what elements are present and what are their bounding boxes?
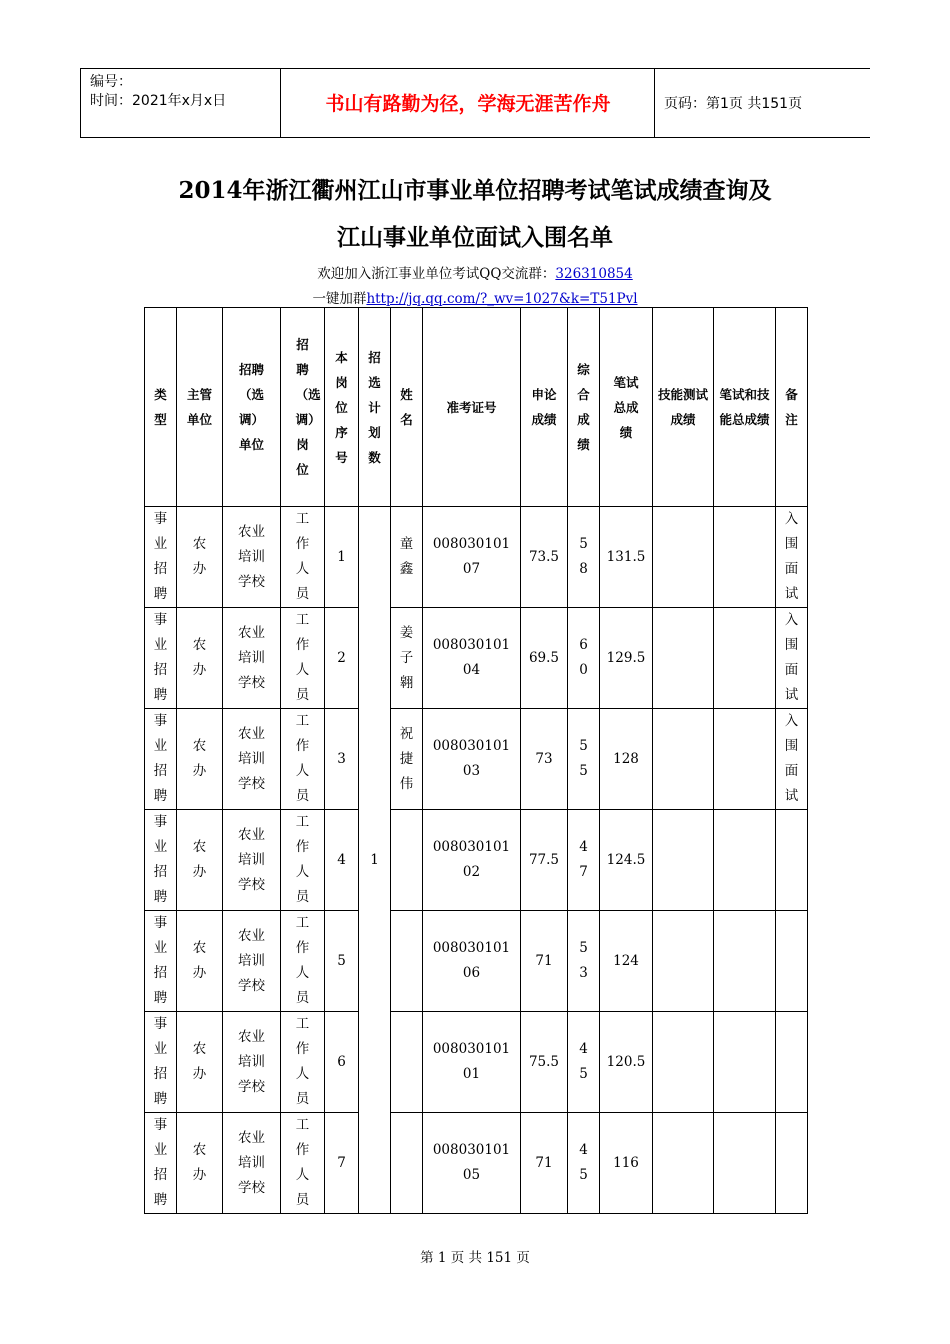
cell-essay: 73.5	[521, 507, 568, 608]
header-motto: 书山有路勤为径，学海无涯苦作舟	[325, 93, 611, 115]
header-divider	[80, 69, 81, 137]
cell-combined	[714, 1012, 776, 1113]
cell-unit: 农业培训学校	[223, 709, 281, 810]
cell-general: 53	[568, 911, 600, 1012]
cell-general: 58	[568, 507, 600, 608]
cell-skill	[653, 810, 714, 911]
cell-exam-id: 00803010106	[423, 911, 521, 1012]
cell-remark	[776, 911, 808, 1012]
cell-combined	[714, 1113, 776, 1214]
cell-name: 姜子翱	[391, 608, 423, 709]
cell-dept: 农办	[177, 810, 223, 911]
cell-unit: 农业培训学校	[223, 608, 281, 709]
header-dept: 主管单位	[177, 308, 223, 507]
cell-remark: 入围面试	[776, 608, 808, 709]
cell-written-total: 120.5	[600, 1012, 653, 1113]
cell-exam-id: 00803010104	[423, 608, 521, 709]
qq-group-number-link[interactable]: 326310854	[555, 266, 633, 282]
cell-name	[391, 1012, 423, 1113]
table-row	[145, 1012, 808, 1113]
cell-exam-id: 00803010103	[423, 709, 521, 810]
table-row	[145, 1113, 808, 1214]
cell-dept: 农办	[177, 608, 223, 709]
header-divider	[654, 69, 655, 137]
cell-essay: 69.5	[521, 608, 568, 709]
cell-plan-count: 1	[359, 507, 391, 1214]
header-unit: 招聘（选调）单位	[223, 308, 281, 507]
cell-unit: 农业培训学校	[223, 911, 281, 1012]
header-combined: 笔试和技能总成绩	[714, 308, 776, 507]
cell-general: 55	[568, 709, 600, 810]
cell-general: 45	[568, 1113, 600, 1214]
cell-seq: 6	[325, 1012, 359, 1113]
header-exam-id: 准考证号	[423, 308, 521, 507]
cell-written-total: 124	[600, 911, 653, 1012]
header-general: 综合成绩	[568, 308, 600, 507]
cell-general: 47	[568, 810, 600, 911]
join-group-link[interactable]: http://jq.qq.com/?_wv=1027&k=T51Pvl	[366, 291, 638, 307]
cell-written-total: 116	[600, 1113, 653, 1214]
cell-skill	[653, 911, 714, 1012]
cell-unit: 农业培训学校	[223, 1113, 281, 1214]
results-table	[144, 307, 808, 1214]
cell-unit: 农业培训学校	[223, 810, 281, 911]
table-row	[145, 911, 808, 1012]
cell-exam-id: 00803010105	[423, 1113, 521, 1214]
cell-name	[391, 911, 423, 1012]
cell-remark: 入围面试	[776, 507, 808, 608]
header-meta	[90, 73, 226, 111]
header-page-info: 页码：第1页 共151页	[664, 96, 803, 112]
header-type: 类型	[145, 308, 177, 507]
cell-skill	[653, 1012, 714, 1113]
cell-written-total: 129.5	[600, 608, 653, 709]
table-header-row	[145, 308, 808, 507]
cell-type: 事业招聘	[145, 1012, 177, 1113]
cell-post: 工作人员	[281, 507, 325, 608]
cell-unit: 农业培训学校	[223, 1012, 281, 1113]
cell-skill	[653, 1113, 714, 1214]
header-plan: 招选计划数	[359, 308, 391, 507]
join-group-note	[0, 287, 950, 307]
time-label: 时间：2021年x月x日	[90, 93, 227, 109]
cell-type: 事业招聘	[145, 507, 177, 608]
cell-seq: 5	[325, 911, 359, 1012]
cell-remark	[776, 1113, 808, 1214]
cell-remark	[776, 1012, 808, 1113]
cell-essay: 71	[521, 911, 568, 1012]
cell-general: 60	[568, 608, 600, 709]
cell-unit: 农业培训学校	[223, 507, 281, 608]
cell-written-total: 128	[600, 709, 653, 810]
cell-skill	[653, 608, 714, 709]
cell-dept: 农办	[177, 911, 223, 1012]
table-row	[145, 608, 808, 709]
header-remark: 备注	[776, 308, 808, 507]
header-post: 招聘（选调）岗位	[281, 308, 325, 507]
cell-essay: 77.5	[521, 810, 568, 911]
table-row	[145, 709, 808, 810]
cell-name: 童鑫	[391, 507, 423, 608]
serial-label: 编号：	[90, 74, 132, 90]
cell-essay: 73	[521, 709, 568, 810]
cell-combined	[714, 608, 776, 709]
cell-dept: 农办	[177, 1012, 223, 1113]
document-title-line1: 2014年浙江衢州江山市事业单位招聘考试笔试成绩查询及	[178, 177, 772, 204]
cell-remark: 入围面试	[776, 709, 808, 810]
cell-type: 事业招聘	[145, 709, 177, 810]
cell-remark	[776, 810, 808, 911]
header-name: 姓名	[391, 308, 423, 507]
header-skill: 技能测试成绩	[653, 308, 714, 507]
qq-group-note	[0, 262, 950, 282]
cell-post: 工作人员	[281, 911, 325, 1012]
cell-combined	[714, 911, 776, 1012]
cell-exam-id: 00803010101	[423, 1012, 521, 1113]
document-title-line2: 江山事业单位面试入围名单	[337, 224, 613, 251]
cell-name	[391, 810, 423, 911]
qq-group-prefix: 欢迎加入浙江事业单位考试QQ交流群：	[317, 266, 556, 282]
cell-combined	[714, 810, 776, 911]
cell-skill	[653, 709, 714, 810]
cell-exam-id: 00803010107	[423, 507, 521, 608]
cell-combined	[714, 709, 776, 810]
cell-exam-id: 00803010102	[423, 810, 521, 911]
cell-seq: 2	[325, 608, 359, 709]
cell-type: 事业招聘	[145, 1113, 177, 1214]
cell-post: 工作人员	[281, 709, 325, 810]
cell-dept: 农办	[177, 709, 223, 810]
cell-post: 工作人员	[281, 1113, 325, 1214]
page-header	[80, 68, 870, 138]
cell-dept: 农办	[177, 1113, 223, 1214]
cell-general: 45	[568, 1012, 600, 1113]
cell-seq: 1	[325, 507, 359, 608]
cell-name: 祝捷伟	[391, 709, 423, 810]
cell-combined	[714, 507, 776, 608]
cell-essay: 75.5	[521, 1012, 568, 1113]
cell-written-total: 124.5	[600, 810, 653, 911]
page-footer: 第 1 页 共 151 页	[420, 1250, 530, 1266]
table-row	[145, 810, 808, 911]
cell-type: 事业招聘	[145, 911, 177, 1012]
header-written-total: 笔试总成绩	[600, 308, 653, 507]
cell-seq: 3	[325, 709, 359, 810]
cell-essay: 71	[521, 1113, 568, 1214]
header-essay: 申论成绩	[521, 308, 568, 507]
cell-seq: 4	[325, 810, 359, 911]
cell-dept: 农办	[177, 507, 223, 608]
cell-name	[391, 1113, 423, 1214]
cell-type: 事业招聘	[145, 810, 177, 911]
cell-type: 事业招聘	[145, 608, 177, 709]
cell-written-total: 131.5	[600, 507, 653, 608]
header-divider	[280, 69, 281, 137]
join-group-prefix: 一键加群	[312, 291, 367, 307]
cell-skill	[653, 507, 714, 608]
cell-post: 工作人员	[281, 1012, 325, 1113]
header-seq: 本岗位序号	[325, 308, 359, 507]
cell-post: 工作人员	[281, 810, 325, 911]
table-row	[145, 507, 808, 608]
cell-seq: 7	[325, 1113, 359, 1214]
cell-post: 工作人员	[281, 608, 325, 709]
